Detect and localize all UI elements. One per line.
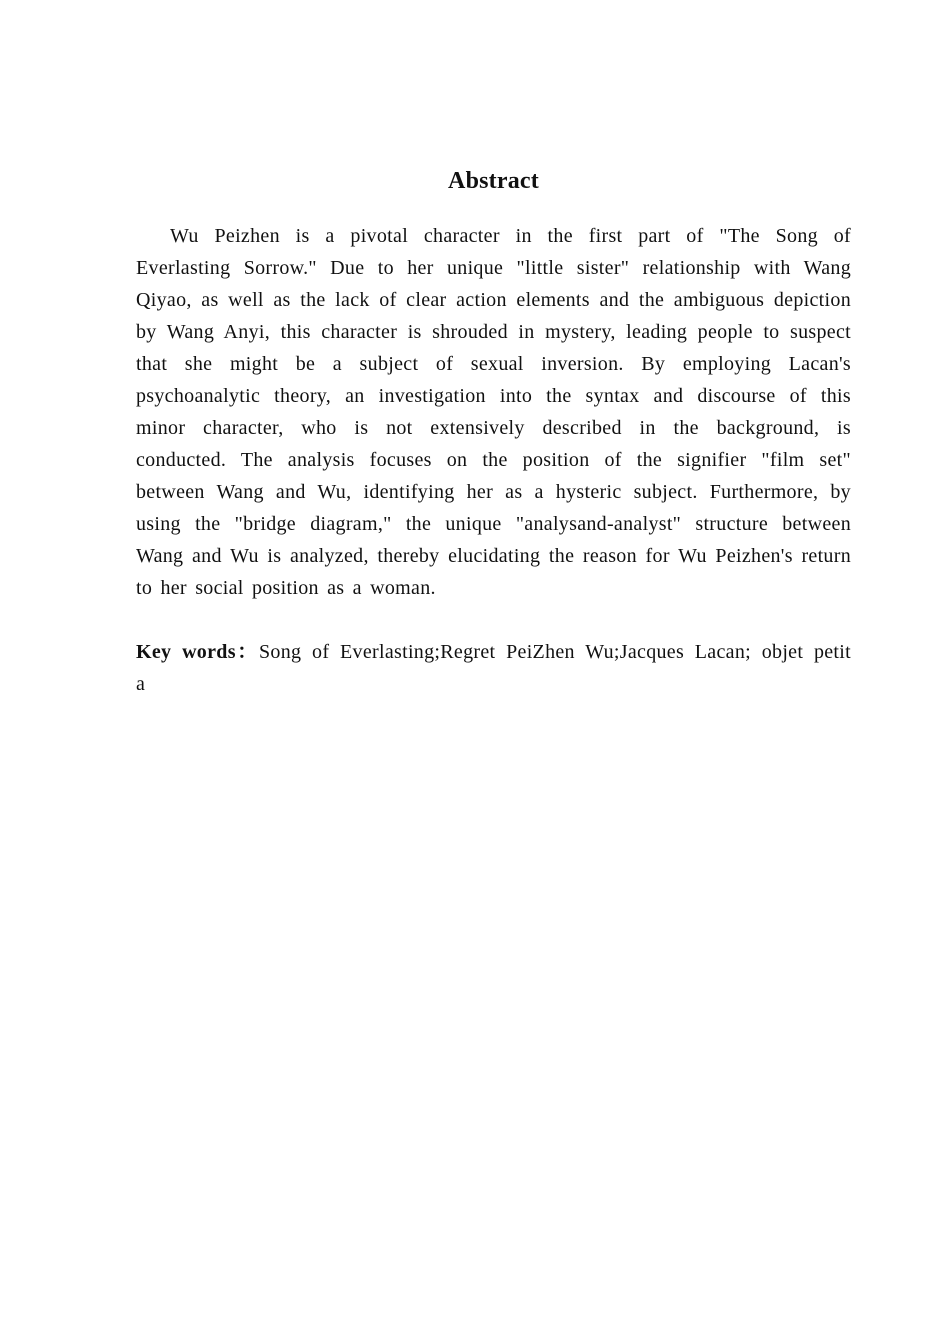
keywords-label: Key words：	[136, 641, 259, 663]
page-title: Abstract	[448, 168, 539, 194]
document-page	[136, 164, 851, 700]
abstract-paragraph: Wu Peizhen is a pivotal character in the first part of "The Song of Everlasting Sorrow." Due to her unique "little sister" relationship with Wang Qiyao, as well as the lack of clear action elements and the ambiguous depiction by Wang Anyi, this character is shrouded in mystery, leading people to suspect that she might be a subject of sexual inversion. By employing Lacan's psychoanalytic theory, an investigation into the syntax and discourse of this minor character, who is not extensively described in the background, is conducted. The analysis focuses on the position of the signifier "film set" between Wang and Wu, identifying her as a hysteric subject. Furthermore, by using the "bridge diagram," the unique "analysand-analyst" structure between Wang and Wu is analyzed, thereby elucidating the reason for Wu Peizhen's return to her social position as a woman.	[136, 225, 851, 599]
keywords-text: Song of Everlasting;Regret PeiZhen Wu;Jacques Lacan; objet petit a	[136, 641, 851, 695]
keywords-line	[136, 636, 851, 700]
